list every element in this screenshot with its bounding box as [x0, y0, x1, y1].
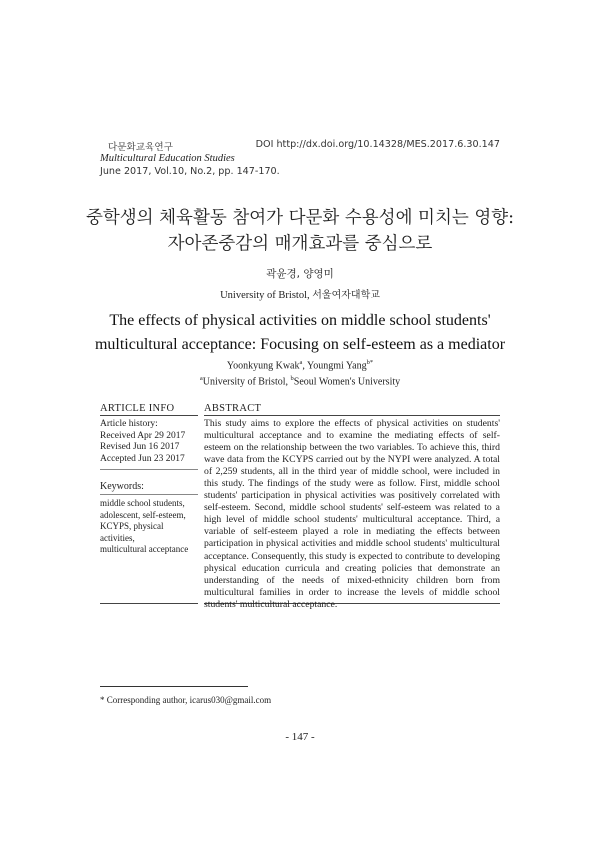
author-separator: , — [302, 360, 308, 372]
title-korean — [60, 205, 540, 257]
abstract-heading: ABSTRACT — [204, 403, 262, 414]
doi-link[interactable]: DOI http://dx.doi.org/10.14328/MES.2017.6.30.147 — [255, 139, 500, 150]
author-2-sup: b* — [366, 359, 374, 366]
received-date: Received Apr 29 2017 — [100, 430, 186, 441]
corresponding-author-footnote: * Corresponding author, icarus030@gmail.com — [100, 695, 272, 705]
keywords-label: Keywords: — [100, 481, 144, 492]
journal-name-korean: 다문화교육연구 — [108, 142, 173, 153]
keyword: middle school students, — [100, 498, 185, 508]
keyword: adolescent, self-esteem, — [100, 509, 186, 520]
author-2: Youngmi Yang — [307, 360, 367, 372]
issue-info: June 2017, Vol.10, No.2, pp. 147-170. — [100, 166, 280, 177]
abstract-text: This study aims to explore the effects of physical activities on students' multicultural acceptance and to examine the mediating effects of self-esteem on the relationship between the two variables. To achieve this, third wave data from the KCYPS carried out by the NYPI were analyzed. A total of 2,259 students, all in the third year of middle school, were included in this study. The findings of the study were as follow. First, middle school students' participation in physical activities was positively correlated with self-esteem. Second, middle school students' self-esteem was related to a high level of middle school students' multicultural acceptance. Third, a variable of self-esteem played a role in mediating the effects between participation in physical activities and middle school students' multicultural acceptance. Consequently, this study is expected to contribute to developing physical education curricula and creating policies that demonstrate an understanding of the needs of mixed-ethnicity children born from multicultural families in order to increase the levels of middle school students' multicultural acceptance. — [204, 418, 500, 610]
abstract-top-rule — [204, 415, 500, 416]
footnote-rule — [100, 686, 248, 687]
page-number: - 147 - — [285, 731, 315, 743]
keywords-list — [100, 498, 198, 556]
title-korean-line1: 중학생의 체육활동 참여가 다문화 수용성에 미치는 영향: — [85, 208, 515, 228]
journal-name-english: Multicultural Education Studies — [100, 153, 235, 164]
affiliation-korean-en-part: University of Bristol, — [220, 290, 310, 301]
accepted-date: Accepted Jun 23 2017 — [100, 453, 185, 464]
article-history-divider — [100, 469, 198, 470]
affiliation-a-sup: a — [199, 375, 203, 382]
author-1-sup: a — [299, 359, 303, 366]
affiliation-a: University of Bristol, — [202, 376, 291, 388]
title-english-line2: multicultural acceptance: Focusing on self-esteem as a mediator — [94, 336, 506, 353]
author-1: Yoonkyung Kwak — [226, 360, 300, 372]
authors-korean: 곽윤경, 양영미 — [266, 268, 334, 280]
article-history — [100, 419, 198, 465]
title-korean-line2: 자아존중감의 매개효과를 중심으로 — [167, 234, 433, 254]
keyword: multicultural acceptance — [100, 544, 189, 554]
revised-date: Revised Jun 16 2017 — [100, 442, 180, 453]
keyword: KCYPS, physical activities, — [100, 521, 164, 543]
keywords-divider — [100, 494, 198, 495]
title-english — [60, 309, 540, 357]
affiliation-korean — [0, 286, 600, 301]
affiliation-b-sup: b — [290, 375, 294, 382]
history-label: Article history: — [100, 419, 158, 429]
affiliation-korean-kr-part: 서울여자대학교 — [312, 290, 380, 301]
title-english-line1: The effects of physical activities on middle school students' — [109, 312, 491, 329]
article-info-top-rule — [100, 415, 198, 416]
affiliations-english — [0, 375, 600, 387]
affiliation-b: Seoul Women's University — [293, 376, 401, 388]
authors-english — [0, 359, 600, 371]
article-info-heading: ARTICLE INFO — [100, 403, 175, 414]
article-info-bottom-rule — [100, 603, 198, 604]
